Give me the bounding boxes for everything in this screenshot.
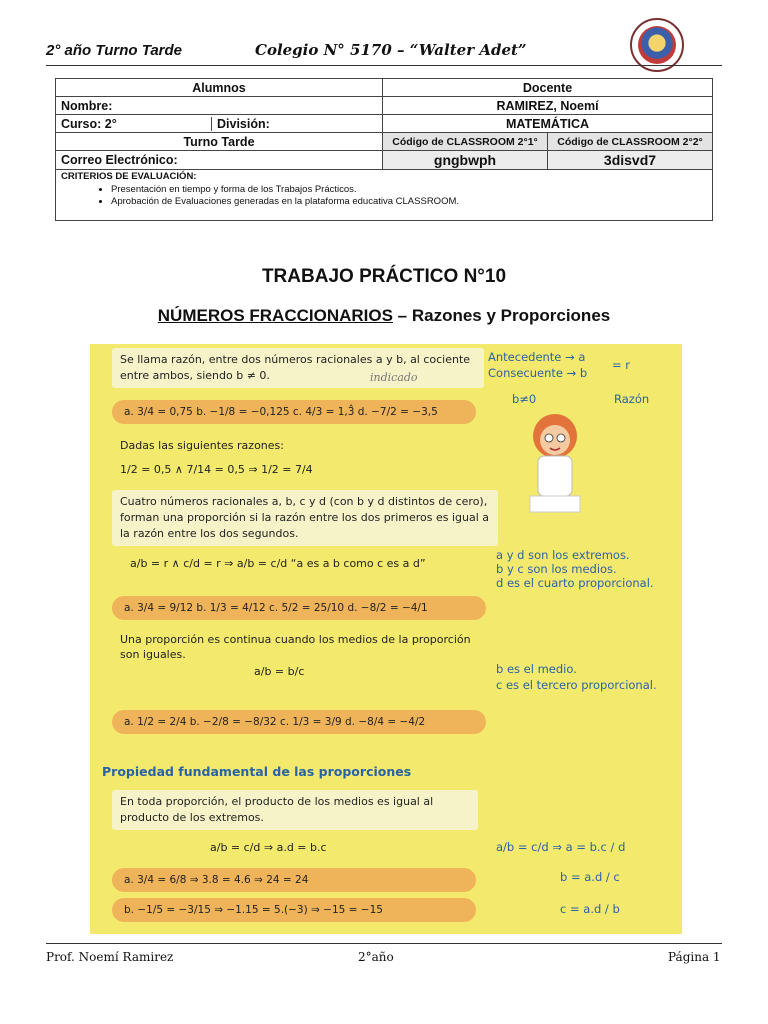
despeje-b: b = a.d / c	[560, 870, 620, 884]
antecedente-label: Antecedente → a	[488, 350, 586, 364]
footer-divider	[46, 943, 722, 944]
razon-examples: a. 3/4 = 0,75 b. −1/8 = −0,125 c. 4/3 = 1,3̂ d. −7/2 = −3,5	[112, 400, 476, 424]
classroom-code2-label: Código de CLASSROOM 2°2°	[548, 133, 713, 151]
practice-title: TRABAJO PRÁCTICO N°10	[261, 266, 507, 287]
handwritten-note: indicado	[370, 371, 418, 384]
division-label: División:	[211, 117, 382, 131]
subject-name: MATEMÁTICA	[383, 115, 713, 133]
footer-teacher: Prof. Noemí Ramirez	[46, 950, 174, 964]
propiedad-definition: En toda proporción, el producto de los medios es igual al producto de los extremos.	[112, 790, 478, 830]
practice-subtitle	[0, 306, 768, 326]
subtitle-rest: – Razones y Proporciones	[392, 306, 611, 325]
proporcion-formula: a/b = r ∧ c/d = r ⇒ a/b = c/d “a es a b como c es a d”	[130, 557, 426, 570]
medios-note: b y c son los medios.	[496, 562, 617, 576]
continua-examples: a. 1/2 = 2/4 b. −2/8 = −8/32 c. 1/3 = 3/9 d. −8/4 = −4/2	[112, 710, 486, 734]
cuarto-proporcional-note: d es el cuarto proporcional.	[496, 576, 654, 590]
textbook-image	[90, 344, 682, 934]
ratio-equals-r: = r	[612, 358, 631, 372]
extremos-note: a y d son los extremos.	[496, 548, 630, 562]
consecuente-label: Consecuente → b	[488, 366, 588, 380]
despeje-a: a/b = c/d ⇒ a = b.c / d	[496, 840, 626, 854]
email-label: Correo Electrónico:	[56, 151, 383, 170]
header-course: 2° año Turno Tarde	[46, 42, 183, 59]
school-seal-logo	[630, 18, 684, 72]
student-info-table	[55, 78, 713, 221]
header-divider	[46, 65, 722, 66]
propiedad-formula: a/b = c/d ⇒ a.d = b.c	[210, 841, 327, 854]
propiedad-example-a: a. 3/4 = 6/8 ⇒ 3.8 = 4.6 ⇒ 24 = 24	[112, 868, 476, 892]
proporcion-examples: a. 3/4 = 9/12 b. 1/3 = 4/12 c. 5/2 = 25/10 d. −8/2 = −4/1	[112, 596, 486, 620]
b-not-zero: b≠0	[512, 392, 537, 406]
curso-label: Curso: 2°	[61, 116, 117, 131]
criteria-cell	[56, 170, 713, 221]
propiedad-heading: Propiedad fundamental de las proporciones	[102, 764, 412, 779]
classroom-code1-label: Código de CLASSROOM 2°1°	[383, 133, 548, 151]
razon-label: Razón	[614, 392, 650, 406]
curso-division-cell	[56, 115, 383, 133]
turno-label: Turno Tarde	[56, 133, 383, 151]
razon-definition: Se llama razón, entre dos números racionales a y b, al cociente entre ambos, siendo b ≠ 0.	[112, 348, 484, 388]
criteria-item: • Presentación en tiempo y forma de los Trabajos Prácticos.	[111, 184, 707, 195]
dadas-example: 1/2 = 0,5 ∧ 7/14 = 0,5 ⇒ 1/2 = 7/4	[120, 463, 313, 476]
girl-illustration	[520, 408, 590, 518]
criteria-title: CRITERIOS DE EVALUACIÓN:	[61, 171, 197, 182]
header-school: Colegio N° 5170 – “Walter Adet”	[255, 41, 527, 59]
classroom-code2: 3disvd7	[548, 151, 713, 170]
nombre-label: Nombre:	[56, 97, 383, 115]
proporcion-definition: Cuatro números racionales a, b, c y d (con b y d distintos de cero), forman una proporción si la razón entre los dos primeros es igual a la razón entre los dos segundos.	[112, 490, 498, 546]
dadas-razones: Dadas las siguientes razones:	[120, 439, 284, 452]
propiedad-example-b: b. −1/5 = −3/15 ⇒ −1.15 = 5.(−3) ⇒ −15 = −15	[112, 898, 476, 922]
alumnos-header: Alumnos	[56, 79, 383, 97]
subtitle-underlined: NÚMEROS FRACCIONARIOS	[157, 306, 393, 325]
docente-header: Docente	[383, 79, 713, 97]
docente-name: RAMIREZ, Noemí	[383, 97, 713, 115]
medio-note: b es el medio.	[496, 662, 577, 676]
continua-definition: Una proporción es continua cuando los medios de la proporción son iguales.	[120, 633, 471, 661]
despeje-c: c = a.d / b	[560, 902, 620, 916]
tercero-proporcional-note: c es el tercero proporcional.	[496, 678, 657, 692]
continua-formula: a/b = b/c	[254, 665, 305, 678]
footer-page: Página 1	[668, 950, 721, 964]
criteria-list	[61, 184, 707, 207]
footer-grade: 2°año	[358, 950, 394, 964]
classroom-code1: gngbwph	[383, 151, 548, 170]
criteria-item: • Aprobación de Evaluaciones generadas en la plataforma educativa CLASSROOM.	[111, 196, 707, 207]
